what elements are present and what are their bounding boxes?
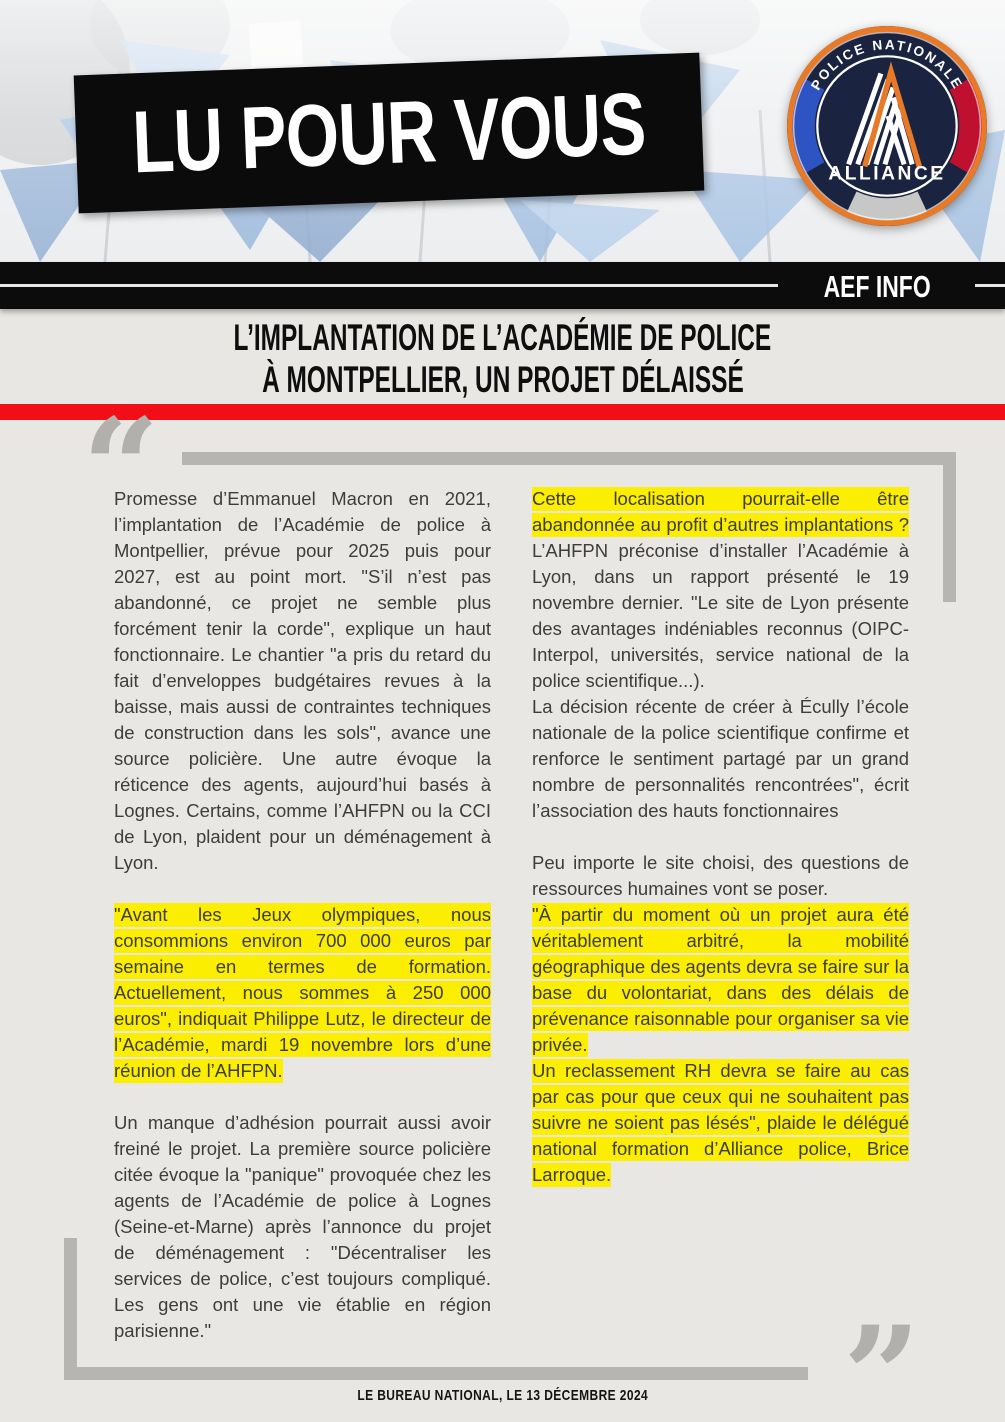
footer (0, 1387, 1005, 1405)
logo-bottom-text: ALLIANCE (828, 163, 946, 185)
highlighted-text: "À partir du moment où un projet aura été véritablement arbitré, la mobilité géographique des agents devra se faire sur la base du volontariat, dans des délais de prévenance raisonnable pour organiser sa vie privée. (532, 904, 909, 1055)
frame-bottom-line (64, 1367, 808, 1380)
frame-bottom-corner (64, 1238, 77, 1380)
logo-top-text: POLICE NATIONALE (808, 37, 966, 93)
logo-blue-arc (804, 84, 815, 167)
article-column-left (114, 486, 491, 1344)
source-bar (0, 262, 1005, 309)
body-text: Peu importe le site choisi, des questions de ressources humaines vont se poser. (532, 852, 909, 899)
source-label: AEF INFO (823, 269, 931, 304)
frame-top-corner (943, 452, 956, 602)
article-paragraph (532, 902, 909, 1058)
alliance-logo (786, 25, 988, 227)
article-paragraph (114, 902, 491, 1084)
source-rule-right (975, 284, 1005, 287)
article-paragraph (532, 694, 909, 824)
frame-top-line (182, 452, 956, 465)
title-banner (74, 53, 705, 214)
article-paragraph (532, 850, 909, 902)
close-quote-icon: ” (843, 1296, 921, 1422)
article-paragraph (532, 1058, 909, 1188)
open-quote-icon: “ (82, 388, 160, 547)
page-title-line2: À MONTPELLIER, UN PROJET DÉLAISSÉ (261, 359, 744, 400)
banner-title: LU POUR VOUS (130, 73, 648, 192)
article-paragraph (532, 486, 909, 694)
article-column-right (532, 486, 909, 1188)
page-title-line1: L’IMPLANTATION DE L’ACADÉMIE DE POLICE (233, 317, 772, 358)
body-text: L’AHFPN préconise d’installer l’Académie à Lyon, dans un rapport présenté le 19 novembre dernier. "Le site de Lyon présente des avantages indéniables reconnus (OIPC-Interpol, universités, service national de la police scientifique...). (532, 540, 909, 691)
article-paragraph (114, 486, 491, 876)
body-text: Promesse d’Emmanuel Macron en 2021, l’implantation de l’Académie de police à Montpellier, prévue pour 2025 puis pour 2027, est au point mort. "S’il n’est pas abandonné, ce projet ne semble plus forcément tenir la corde", explique un haut fonctionnaire. Le chantier "a pris du retard du fait d’enveloppes budgétaires revues à la baisse, mais aussi de contraintes techniques de construction dans les sols", avance une source policière. Une autre évoque la réticence des agents, aujourd’hui basés à Lognes. Certains, comme l’AHFPN ou la CCI de Lyon, plaident pour un déménagement à Lyon. (114, 488, 491, 873)
highlighted-text: "Avant les Jeux olympiques, nous consommions environ 700 000 euros par semaine en termes de formation. Actuellement, nous sommes à 250 000 euros", indiquait Philippe Lutz, le directeur de l’Académie, mardi 19 novembre lors d’une réunion de l’AHFPN. (114, 904, 491, 1081)
body-text: La décision récente de créer à Écully l’école nationale de la police scientifique confirme et renforce le sentiment partagé par un grand nombre de personnalités rencontrées", écrit l’association des hauts fonctionnaires (532, 696, 909, 821)
logo-red-arc (959, 84, 970, 167)
highlighted-text: Cette localisation pourrait-elle être abandonnée au profit d’autres implantations ? (532, 488, 909, 535)
header (0, 0, 1005, 262)
footer-dateline: LE BUREAU NATIONAL, LE 13 DÉCEMBRE 2024 (357, 1387, 648, 1404)
logo-silver-arc (852, 202, 922, 210)
source-rule-left (0, 284, 778, 287)
body-text: Un manque d’adhésion pourrait aussi avoir freiné le projet. La première source policière citée évoque la "panique" provoquée chez les agents de l’Académie de police à Lognes (Seine-et-Marne) après l’annonce du projet de déménagement : "Décentraliser les services de police, c’est toujours compliqué. Les gens ont une vie établie en région parisienne." (114, 1112, 491, 1341)
highlighted-text: Un reclassement RH devra se faire au cas par cas pour que ceux qui ne souhaitent pas suivre ne soient pas lésés", plaide le délégué national formation d’Alliance police, Brice Larroque. (532, 1060, 909, 1185)
article-paragraph (114, 1110, 491, 1344)
